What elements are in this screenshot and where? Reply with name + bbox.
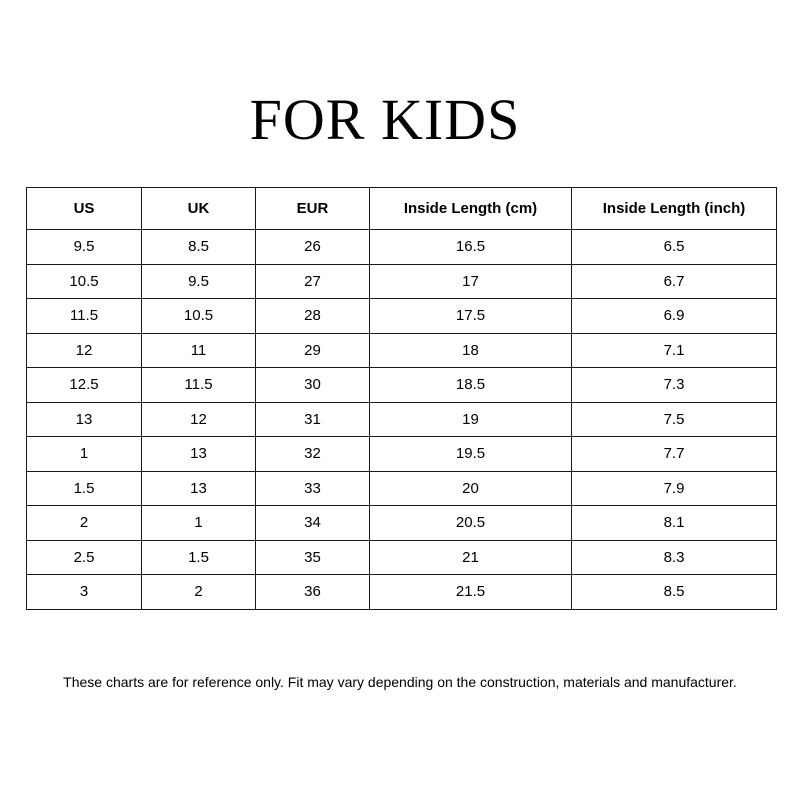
cell-eur: 30 [256,368,370,403]
header-eur: EUR [256,188,370,230]
table-row [27,264,777,299]
cell-inside-length-inch: 8.3 [572,540,777,575]
cell-uk: 13 [142,471,256,506]
table-row [27,471,777,506]
page-title: FOR KIDS [249,87,521,152]
cell-us: 2.5 [27,540,142,575]
table-row [27,333,777,368]
cell-inside-length-cm: 20.5 [370,506,572,541]
cell-us: 3 [27,575,142,610]
cell-uk: 13 [142,437,256,472]
table-header-row [27,188,777,230]
table-row [27,402,777,437]
cell-eur: 34 [256,506,370,541]
cell-inside-length-inch: 7.9 [572,471,777,506]
cell-uk: 10.5 [142,299,256,334]
cell-uk: 11.5 [142,368,256,403]
cell-eur: 33 [256,471,370,506]
cell-us: 11.5 [27,299,142,334]
cell-uk: 9.5 [142,264,256,299]
cell-us: 2 [27,506,142,541]
cell-us: 12 [27,333,142,368]
cell-inside-length-cm: 20 [370,471,572,506]
cell-us: 10.5 [27,264,142,299]
cell-inside-length-inch: 8.1 [572,506,777,541]
cell-inside-length-cm: 17 [370,264,572,299]
cell-uk: 11 [142,333,256,368]
header-uk: UK [142,188,256,230]
cell-inside-length-inch: 6.5 [572,230,777,265]
cell-inside-length-cm: 16.5 [370,230,572,265]
cell-eur: 36 [256,575,370,610]
cell-inside-length-inch: 6.9 [572,299,777,334]
cell-eur: 35 [256,540,370,575]
table-row [27,230,777,265]
cell-inside-length-inch: 6.7 [572,264,777,299]
cell-inside-length-inch: 7.1 [572,333,777,368]
cell-inside-length-inch: 7.5 [572,402,777,437]
cell-eur: 29 [256,333,370,368]
cell-uk: 2 [142,575,256,610]
cell-inside-length-cm: 18 [370,333,572,368]
cell-inside-length-inch: 8.5 [572,575,777,610]
header-inside-length-cm: Inside Length (cm) [370,188,572,230]
cell-eur: 28 [256,299,370,334]
table-row [27,506,777,541]
table-row [27,368,777,403]
cell-inside-length-inch: 7.3 [572,368,777,403]
cell-eur: 27 [256,264,370,299]
cell-inside-length-cm: 21 [370,540,572,575]
cell-eur: 31 [256,402,370,437]
cell-eur: 32 [256,437,370,472]
cell-us: 1 [27,437,142,472]
table-body [27,230,777,610]
cell-us: 13 [27,402,142,437]
header-inside-length-inch: Inside Length (inch) [572,188,777,230]
cell-uk: 8.5 [142,230,256,265]
table-row [27,575,777,610]
table-row [27,437,777,472]
table-row [27,540,777,575]
table-row [27,299,777,334]
header-us: US [27,188,142,230]
size-chart-table [26,187,777,610]
cell-us: 1.5 [27,471,142,506]
cell-uk: 1 [142,506,256,541]
cell-eur: 26 [256,230,370,265]
cell-inside-length-cm: 19.5 [370,437,572,472]
footer-note: These charts are for reference only. Fit may vary depending on the construction, materials and manufacturer. [63,674,737,690]
cell-inside-length-cm: 19 [370,402,572,437]
cell-us: 9.5 [27,230,142,265]
cell-inside-length-cm: 21.5 [370,575,572,610]
cell-inside-length-inch: 7.7 [572,437,777,472]
cell-uk: 1.5 [142,540,256,575]
cell-uk: 12 [142,402,256,437]
cell-inside-length-cm: 17.5 [370,299,572,334]
cell-us: 12.5 [27,368,142,403]
cell-inside-length-cm: 18.5 [370,368,572,403]
